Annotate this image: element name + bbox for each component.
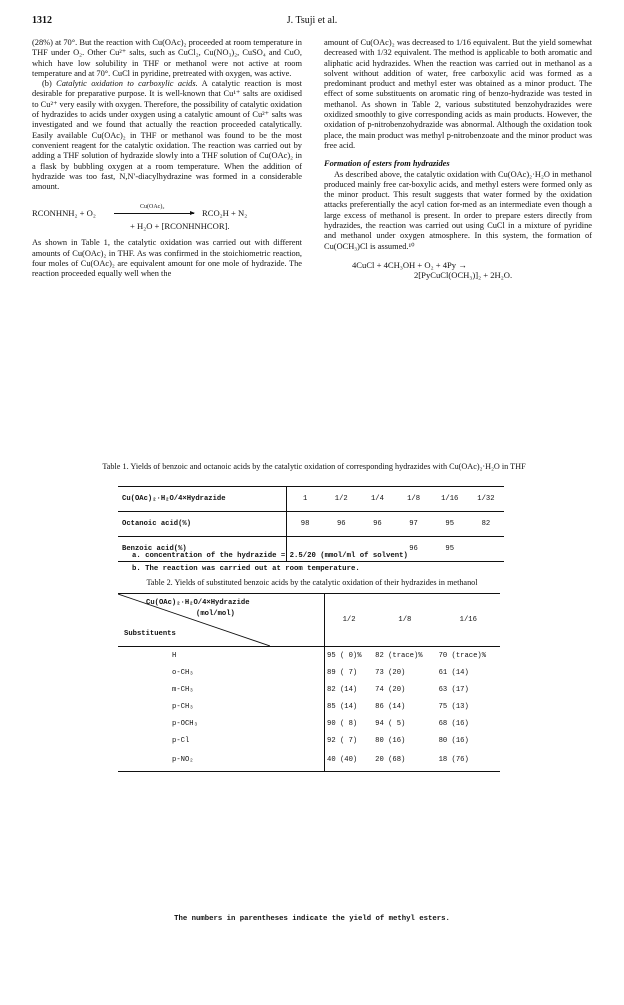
page-number: 1312 [32,15,52,26]
substituent-cell: p-Cl [118,732,325,749]
table-cell: 82 (trace)% [375,651,423,660]
table-cell: 80 (16) [375,736,406,745]
equation-products-2: + H₂O + [RCONHNHCOR]. [130,221,230,232]
table-cell: 82 [468,512,504,537]
equation-catalyst: Cu(OAc)₂ [140,204,165,211]
table1-col-header: 1/32 [468,487,504,512]
table-cell: 97 [395,512,431,537]
table-cell: 70 (trace)% [438,651,487,660]
table-cell: 98 [287,512,324,537]
equation-reactants: RCONHNH₂ + O₂ [32,208,96,219]
table-cell: 80 (16) [438,736,469,745]
table-cell: 90 ( 8) [327,719,358,728]
table-cell: 82 (14) [327,685,358,694]
table2-col-header: 1/8 [373,594,436,647]
table-row [118,487,504,512]
table-cell: 95 [432,512,468,537]
table2-header-unit: (mol/mol) [196,610,235,618]
table-row [118,512,504,537]
table-row [118,594,500,647]
table-cell: 75 (13) [438,702,469,711]
table-row [118,647,500,665]
table2-header-ratio: Cu(OAc)₂·H₂O/4×Hydrazide [146,599,250,607]
table-cell: 18 (76) [437,749,500,772]
equation-products: RCO₂H + N₂ [202,208,248,219]
table2 [118,593,500,772]
table-cell: 95 ( 0)% [327,651,362,660]
section-title-catalytic: Catalytic oxidation to carboxylic acids. [56,79,198,89]
left-column [32,38,302,280]
ester-equation-line-1: 4CuCl + 4CH₃OH + O₂ + 4Py → [352,259,467,270]
right-paragraph-2: As described above, the catalytic oxidation with Cu(OAc)₂·H₂O in methanol produced mainly free car-boxylic acids, and methyl esters were formed only as the minor product. This result suggests that water formed by the oxidation attacks preferentially the acyl cation for-med as an intermediate even though a large excess of methanol is present. In order to prepare esters directly from hydrazides, the reaction was carried out using CuCl in a mixture of pyridine and methanol under oxygen atmosphere. In this system, the formation of Cu(OCH₃)Cl is assumed.¹⁰ [324,169,592,251]
table-row [118,681,500,698]
table-cell: 86 (14) [375,702,406,711]
table1-col-header: 1/16 [432,487,468,512]
table2-container [118,593,500,772]
running-head: J. Tsuji et al. [286,15,338,26]
table2-note: The numbers in parentheses indicate the yield of methyl esters. [174,915,450,923]
ester-equation-line-2: 2[PyCuCl(OCH₃)]₂ + 2H₂O. [414,270,513,281]
table-row [118,715,500,732]
table2-col-header: 1/2 [325,594,374,647]
table-cell: 96 [323,512,359,537]
table1-footnote-a: a. concentration of the hydrazide = 2.5/20 (mmol/ml of solvent) [132,552,408,560]
table-cell: 85 (14) [327,702,358,711]
table2-header-substituents: Substituents [124,630,176,638]
reaction-equation [32,200,302,232]
table-cell: 68 (16) [438,719,469,728]
table2-diagonal-header [118,594,325,647]
table2-caption: Table 2. Yields of substituted benzoic acids by the catalytic oxidation of their hydrazides in methanol [146,578,478,587]
substituent-cell: m-CH₃ [118,681,325,698]
table-cell: 74 (20) [375,685,406,694]
table-cell: 95 [432,537,468,562]
table-row [118,749,500,772]
ester-equation [324,260,592,281]
table-cell: 89 ( 7) [327,668,358,677]
table1-header-label: Cu(OAc)₂·H₂O/4×Hydrazide [118,487,287,512]
section-label: (b) [42,79,57,89]
table-cell: 94 ( 5) [375,719,406,728]
table1-footnote-b: b. The reaction was carried out at room temperature. [132,565,360,573]
table-row [118,664,500,681]
left-paragraph-2-body: A catalytic reaction is most desirable for preparative purpose. It is well-known that Cu¹⁺ salts are oxidised to Cu²⁺ very easily with oxygen. Therefore, the possibility of catalytic oxidation of hydrazides to acids under oxygen using a catalytic amount of Cu²⁺ salts was investigated and we found that actually the reaction proceeded catalytically. Easily available Cu(OAc)₂ in THF or methanol was found to be the most convenient reagent for the catalytic oxidation. The reaction was carried out by adding a THF solution of hydrazide slowly into a THF solution of Cu(OAc)₂ in a flask by bubbling oxygen at a room temperature. When the addition of hydrazide was too fast, N,N′-diacylhydrazine was formed in a considerable amount. [32,79,302,192]
page-header [32,15,592,29]
table1-row-label: Benzoic acid(%) [118,537,287,562]
subheading-esters: Formation of esters from hydrazides [324,159,450,169]
left-paragraph-3: As shown in Table 1, the catalytic oxidation was carried out with different amounts of Cu(OAc)₂ in THF. As was confirmed in the stoichiometric reaction, four moles of Cu(OAc)₂ are equivalent amount for one mole of hydrazide. The reaction proceeded equally well when the [32,238,302,279]
table-cell: 96 [359,512,395,537]
table-row [118,698,500,715]
substituent-cell: p-NO₂ [118,749,325,772]
substituent-cell: o-CH₃ [118,664,325,681]
right-paragraph-1: amount of Cu(OAc)₂ was decreased to 1/16 equivalent. But the yield somewhat decreased with 1/32 equivalent. The method is applicable to both aromatic and aliphatic acid hydrazides. When the reaction was carried out in methanol as a solvent without addition of water, free carboxylic acid was formed as a predominant product and methyl ester was obtained as a minor product. The effect of some substituents on aromatic ring of benzo-hydrazide was tested in methanol. As shown in Table 2, various substituted benzohydrazides were oxidized smoothly to give corresponding acids as main products. However, the oxidation of p-nitrobenzohydrazide was abnormal. Although the oxidation took place, the main product was methyl p-nitrobenzoate and the minor product was free acid. [324,38,592,150]
right-column [324,38,592,281]
table-cell [468,537,504,562]
table1-col-header: 1/4 [359,487,395,512]
table-cell: 61 (14) [438,668,469,677]
table-cell: 73 (20) [375,668,406,677]
left-paragraph-2 [32,79,302,192]
substituent-cell: p-OCH₃ [118,715,325,732]
table-cell: 63 (17) [438,685,469,694]
table-cell: 40 (40) [325,749,374,772]
table-cell: 96 [395,537,431,562]
substituent-cell: p-CH₃ [118,698,325,715]
table1-caption: Table 1. Yields of benzoic and octanoic acids by the catalytic oxidation of corresponding hydrazides with Cu(OAc)₂·H₂O in THF [102,462,526,471]
table1-col-header: 1/2 [323,487,359,512]
table-cell: 92 ( 7) [327,736,358,745]
substituent-cell: H [118,647,325,665]
reaction-arrow-icon [114,213,194,214]
table1-col-header: 1/8 [395,487,431,512]
table1 [118,486,504,562]
table1-col-header: 1 [287,487,324,512]
table2-col-header: 1/16 [437,594,500,647]
table-row [118,732,500,749]
table-cell: 20 (68) [373,749,436,772]
left-paragraph-1: (28%) at 70°. But the reaction with Cu(OAc)₂ proceeded at room temperature in THF under O₂. Other Cu²⁺ salts, such as CuCl₂, Cu(NO₃)₂, CuSO₄ and CuO, which have low solubility in THF or methanol were not active at room temperature and at 70°. CuCl in pyridine, pretreated with oxygen, was active. [32,38,302,78]
table1-row-label: Octanoic acid(%) [118,512,287,537]
